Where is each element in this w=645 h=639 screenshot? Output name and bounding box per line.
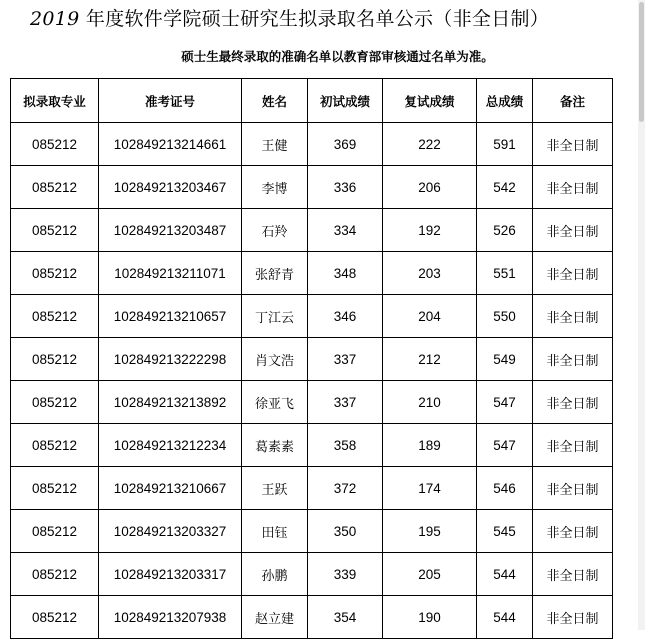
table-row bbox=[11, 295, 613, 338]
table-row bbox=[11, 123, 613, 166]
cell-name: 王健 bbox=[242, 123, 308, 166]
cell-total-score: 546 bbox=[477, 467, 533, 510]
cell-initial-score: 372 bbox=[308, 467, 383, 510]
cell-exam-id: 102849213203317 bbox=[99, 553, 242, 596]
cell-major: 085212 bbox=[11, 467, 99, 510]
cell-total-score: 551 bbox=[477, 252, 533, 295]
cell-total-score: 545 bbox=[477, 510, 533, 553]
cell-retest-score: 212 bbox=[383, 338, 477, 381]
admission-table bbox=[10, 78, 613, 639]
cell-major: 085212 bbox=[11, 295, 99, 338]
header-major: 拟录取专业 bbox=[11, 79, 99, 123]
cell-initial-score: 334 bbox=[308, 209, 383, 252]
cell-retest-score: 189 bbox=[383, 424, 477, 467]
cell-exam-id: 102849213213892 bbox=[99, 381, 242, 424]
cell-name: 徐亚飞 bbox=[242, 381, 308, 424]
header-remark: 备注 bbox=[533, 79, 613, 123]
cell-retest-score: 206 bbox=[383, 166, 477, 209]
cell-name: 石羚 bbox=[242, 209, 308, 252]
header-exam-id: 准考证号 bbox=[99, 79, 242, 123]
cell-initial-score: 354 bbox=[308, 596, 383, 639]
table-header-row bbox=[11, 79, 613, 123]
scrollbar-thumb[interactable] bbox=[639, 2, 644, 122]
cell-initial-score: 346 bbox=[308, 295, 383, 338]
cell-retest-score: 192 bbox=[383, 209, 477, 252]
title-text: 年度软件学院硕士研究生拟录取名单公示（非全日制） bbox=[79, 8, 550, 30]
cell-remark: 非全日制 bbox=[533, 467, 613, 510]
cell-remark: 非全日制 bbox=[533, 295, 613, 338]
header-initial-score: 初试成绩 bbox=[308, 79, 383, 123]
cell-name: 田钰 bbox=[242, 510, 308, 553]
cell-retest-score: 210 bbox=[383, 381, 477, 424]
cell-exam-id: 102849213207938 bbox=[99, 596, 242, 639]
table-row bbox=[11, 596, 613, 639]
cell-major: 085212 bbox=[11, 596, 99, 639]
cell-remark: 非全日制 bbox=[533, 424, 613, 467]
cell-retest-score: 203 bbox=[383, 252, 477, 295]
cell-total-score: 549 bbox=[477, 338, 533, 381]
cell-total-score: 544 bbox=[477, 596, 533, 639]
cell-remark: 非全日制 bbox=[533, 510, 613, 553]
cell-remark: 非全日制 bbox=[533, 596, 613, 639]
header-total-score: 总成绩 bbox=[477, 79, 533, 123]
cell-major: 085212 bbox=[11, 123, 99, 166]
cell-total-score: 547 bbox=[477, 424, 533, 467]
cell-total-score: 591 bbox=[477, 123, 533, 166]
vertical-scrollbar[interactable] bbox=[638, 0, 645, 630]
cell-exam-id: 102849213203467 bbox=[99, 166, 242, 209]
cell-major: 085212 bbox=[11, 553, 99, 596]
cell-remark: 非全日制 bbox=[533, 123, 613, 166]
cell-remark: 非全日制 bbox=[533, 553, 613, 596]
cell-major: 085212 bbox=[11, 510, 99, 553]
cell-name: 张舒青 bbox=[242, 252, 308, 295]
cell-remark: 非全日制 bbox=[533, 166, 613, 209]
cell-name: 葛素素 bbox=[242, 424, 308, 467]
notice-subtitle: 硕士生最终录取的准确名单以教育部审核通过名单为准。 bbox=[181, 49, 494, 64]
cell-remark: 非全日制 bbox=[533, 252, 613, 295]
cell-total-score: 526 bbox=[477, 209, 533, 252]
cell-total-score: 550 bbox=[477, 295, 533, 338]
table-body bbox=[11, 123, 613, 639]
cell-retest-score: 195 bbox=[383, 510, 477, 553]
table-row bbox=[11, 338, 613, 381]
cell-remark: 非全日制 bbox=[533, 209, 613, 252]
cell-remark: 非全日制 bbox=[533, 338, 613, 381]
cell-retest-score: 205 bbox=[383, 553, 477, 596]
table-row bbox=[11, 166, 613, 209]
table-row bbox=[11, 381, 613, 424]
table-row bbox=[11, 467, 613, 510]
cell-retest-score: 222 bbox=[383, 123, 477, 166]
cell-initial-score: 337 bbox=[308, 381, 383, 424]
table-row bbox=[11, 252, 613, 295]
title-year: 2019 bbox=[30, 8, 80, 30]
cell-name: 王跃 bbox=[242, 467, 308, 510]
table-row bbox=[11, 510, 613, 553]
cell-major: 085212 bbox=[11, 166, 99, 209]
cell-total-score: 547 bbox=[477, 381, 533, 424]
cell-exam-id: 102849213210657 bbox=[99, 295, 242, 338]
page-title bbox=[30, 4, 549, 31]
cell-name: 赵立建 bbox=[242, 596, 308, 639]
cell-major: 085212 bbox=[11, 252, 99, 295]
cell-total-score: 542 bbox=[477, 166, 533, 209]
table-row bbox=[11, 553, 613, 596]
header-retest-score: 复试成绩 bbox=[383, 79, 477, 123]
cell-initial-score: 369 bbox=[308, 123, 383, 166]
cell-exam-id: 102849213203327 bbox=[99, 510, 242, 553]
cell-retest-score: 174 bbox=[383, 467, 477, 510]
cell-initial-score: 337 bbox=[308, 338, 383, 381]
cell-major: 085212 bbox=[11, 209, 99, 252]
cell-exam-id: 102849213210667 bbox=[99, 467, 242, 510]
cell-major: 085212 bbox=[11, 424, 99, 467]
cell-retest-score: 190 bbox=[383, 596, 477, 639]
cell-exam-id: 102849213211071 bbox=[99, 252, 242, 295]
cell-name: 丁江云 bbox=[242, 295, 308, 338]
cell-exam-id: 102849213203487 bbox=[99, 209, 242, 252]
cell-major: 085212 bbox=[11, 381, 99, 424]
header-name: 姓名 bbox=[242, 79, 308, 123]
cell-major: 085212 bbox=[11, 338, 99, 381]
table-row bbox=[11, 424, 613, 467]
cell-initial-score: 348 bbox=[308, 252, 383, 295]
cell-name: 李博 bbox=[242, 166, 308, 209]
cell-name: 孙鹏 bbox=[242, 553, 308, 596]
cell-retest-score: 204 bbox=[383, 295, 477, 338]
cell-total-score: 544 bbox=[477, 553, 533, 596]
cell-initial-score: 339 bbox=[308, 553, 383, 596]
cell-initial-score: 336 bbox=[308, 166, 383, 209]
table-row bbox=[11, 209, 613, 252]
cell-exam-id: 102849213212234 bbox=[99, 424, 242, 467]
cell-initial-score: 358 bbox=[308, 424, 383, 467]
cell-name: 肖文浩 bbox=[242, 338, 308, 381]
cell-exam-id: 102849213214661 bbox=[99, 123, 242, 166]
cell-initial-score: 350 bbox=[308, 510, 383, 553]
cell-remark: 非全日制 bbox=[533, 381, 613, 424]
cell-exam-id: 102849213222298 bbox=[99, 338, 242, 381]
